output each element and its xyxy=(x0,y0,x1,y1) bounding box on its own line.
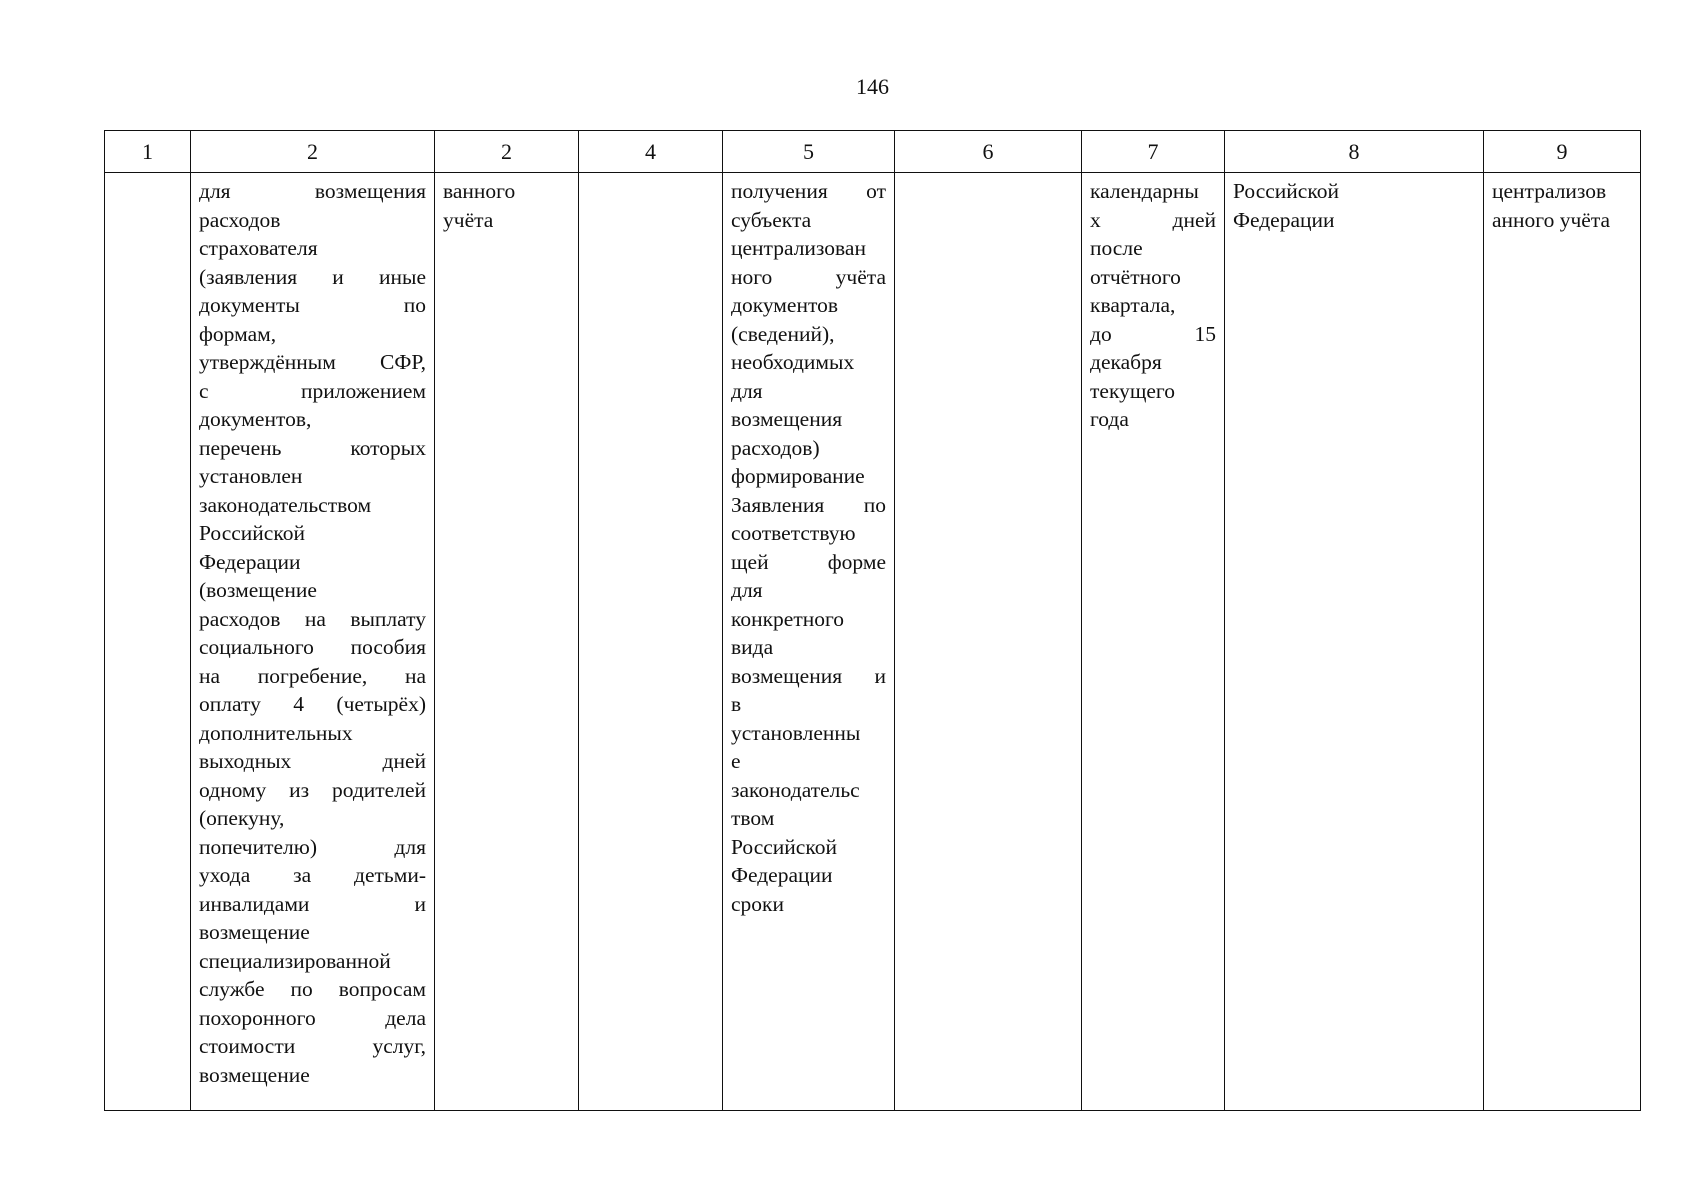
cell-text-line: стоимости услуг, xyxy=(199,1034,426,1058)
cell-text-line: расходов) xyxy=(731,435,820,460)
header-row xyxy=(105,131,1641,173)
cell-text-line: после xyxy=(1090,236,1143,260)
cell-text-line: субъекта xyxy=(731,207,812,232)
cell-text-line: Российской xyxy=(1233,179,1339,203)
cell-text-line: текущего xyxy=(1090,378,1175,403)
cell-text-line: документов xyxy=(731,293,838,317)
cell-text-line: е xyxy=(731,749,741,773)
cell-text-line: квартала, xyxy=(1090,293,1176,317)
cell-text-line: Федерации xyxy=(199,549,301,574)
cell-text-line: до 15 xyxy=(1090,321,1216,346)
cell-text-line: отчётного xyxy=(1090,264,1181,289)
cell-text-line: Заявления по xyxy=(731,492,886,517)
header-cell: 8 xyxy=(1225,131,1484,173)
cell-text-line: дополнительных xyxy=(199,720,353,745)
cell-col6 xyxy=(895,173,1082,1111)
cell-text-line: ванного xyxy=(443,179,516,203)
cell-text-line: службе по вопросам xyxy=(199,977,426,1001)
cell-text-line: ного учёта xyxy=(731,264,886,289)
cell-text-line: Федерации xyxy=(731,863,833,887)
cell-text-line: документы по xyxy=(199,293,426,317)
cell-text-line: оплату 4 (четырёх) xyxy=(199,692,426,716)
cell-text-line: установлен xyxy=(199,464,303,488)
cell-text-line: года xyxy=(1090,407,1129,431)
header-cell: 1 xyxy=(105,131,191,173)
cell-text-line: законодательством xyxy=(199,492,372,517)
cell-text-line: получения от xyxy=(731,179,886,203)
cell-text-line: с приложением xyxy=(199,378,426,403)
cell-text-line: страхователя xyxy=(199,236,318,260)
cell-col9 xyxy=(1484,173,1641,1111)
cell-text-line: Федерации xyxy=(1233,207,1335,232)
cell-text-line: возмещения xyxy=(731,407,843,431)
cell-text-line: вида xyxy=(731,635,774,659)
cell-text-line: декабря xyxy=(1090,350,1162,374)
page-number: 146 xyxy=(856,74,889,99)
cell-text-line: похоронного дела xyxy=(199,1005,426,1030)
header-cell: 5 xyxy=(723,131,895,173)
cell-col2 xyxy=(191,173,435,1111)
cell-text-line: конкретного xyxy=(731,606,845,631)
cell-text-line: на погребение, на xyxy=(199,663,426,688)
cell-text-line: (сведений), xyxy=(731,321,835,346)
cell-text-line: попечителю) для xyxy=(199,834,426,859)
cell-text-line: щей форме xyxy=(731,549,886,574)
cell-col7 xyxy=(1082,173,1225,1111)
cell-text-line: (возмещение xyxy=(199,578,317,602)
cell-text-line: формам, xyxy=(199,321,277,346)
document-table xyxy=(104,130,1641,1111)
cell-col8 xyxy=(1225,173,1484,1111)
cell-text-line: для возмещения xyxy=(199,179,426,203)
table-row xyxy=(105,173,1641,1111)
cell-text-line: возмещения и xyxy=(731,663,886,688)
cell-text-line: формирование xyxy=(731,464,865,488)
cell-text-line: твом xyxy=(731,806,775,830)
cell-text-line: специализированной xyxy=(199,948,391,973)
cell-text-line: перечень которых xyxy=(199,435,426,460)
cell-text-line: ухода за детьми- xyxy=(199,863,426,887)
cell-col5 xyxy=(723,173,895,1111)
cell-text-line: установленны xyxy=(731,720,861,745)
cell-text-line: выходных дней xyxy=(199,749,426,773)
cell-text-line: учёта xyxy=(443,207,494,232)
cell-text-line: социального пособия xyxy=(199,635,426,659)
cell-text-line: анного учёта xyxy=(1492,207,1611,232)
cell-col3 xyxy=(435,173,579,1111)
cell-text-line: возмещение xyxy=(199,920,310,944)
cell-text-line: централизован xyxy=(731,236,866,260)
header-cell: 7 xyxy=(1082,131,1225,173)
cell-text-line: необходимых xyxy=(731,350,855,374)
cell-text-line: Российской xyxy=(199,521,305,545)
header-cell: 4 xyxy=(579,131,723,173)
cell-text-line: Российской xyxy=(731,834,837,859)
cell-text-line: инвалидами и xyxy=(199,891,426,916)
cell-text-line: расходов на выплату xyxy=(199,606,426,631)
header-cell: 6 xyxy=(895,131,1082,173)
cell-text-line: одному из родителей xyxy=(199,777,426,802)
cell-text-line: документов, xyxy=(199,407,312,431)
cell-text-line: для xyxy=(731,378,763,403)
cell-text-line: законодательс xyxy=(731,777,860,802)
cell-text-line: сроки xyxy=(731,891,784,916)
cell-col1 xyxy=(105,173,191,1111)
cell-text-line: календарны xyxy=(1090,179,1199,203)
cell-text-line: расходов xyxy=(199,207,281,232)
cell-text-line: (опекуну, xyxy=(199,806,285,830)
cell-text-line: для xyxy=(731,578,763,602)
cell-text-line: (заявления и иные xyxy=(199,264,426,289)
header-cell: 2 xyxy=(435,131,579,173)
cell-text-line: централизов xyxy=(1492,179,1607,203)
cell-text-line: в xyxy=(731,692,742,716)
header-cell: 9 xyxy=(1484,131,1641,173)
cell-text-line: х дней xyxy=(1090,207,1216,232)
cell-text-line: утверждённым СФР, xyxy=(199,350,426,374)
header-cell: 2 xyxy=(191,131,435,173)
cell-text-line: возмещение xyxy=(199,1062,310,1087)
cell-text-line: соответствую xyxy=(731,521,856,545)
cell-col4 xyxy=(579,173,723,1111)
